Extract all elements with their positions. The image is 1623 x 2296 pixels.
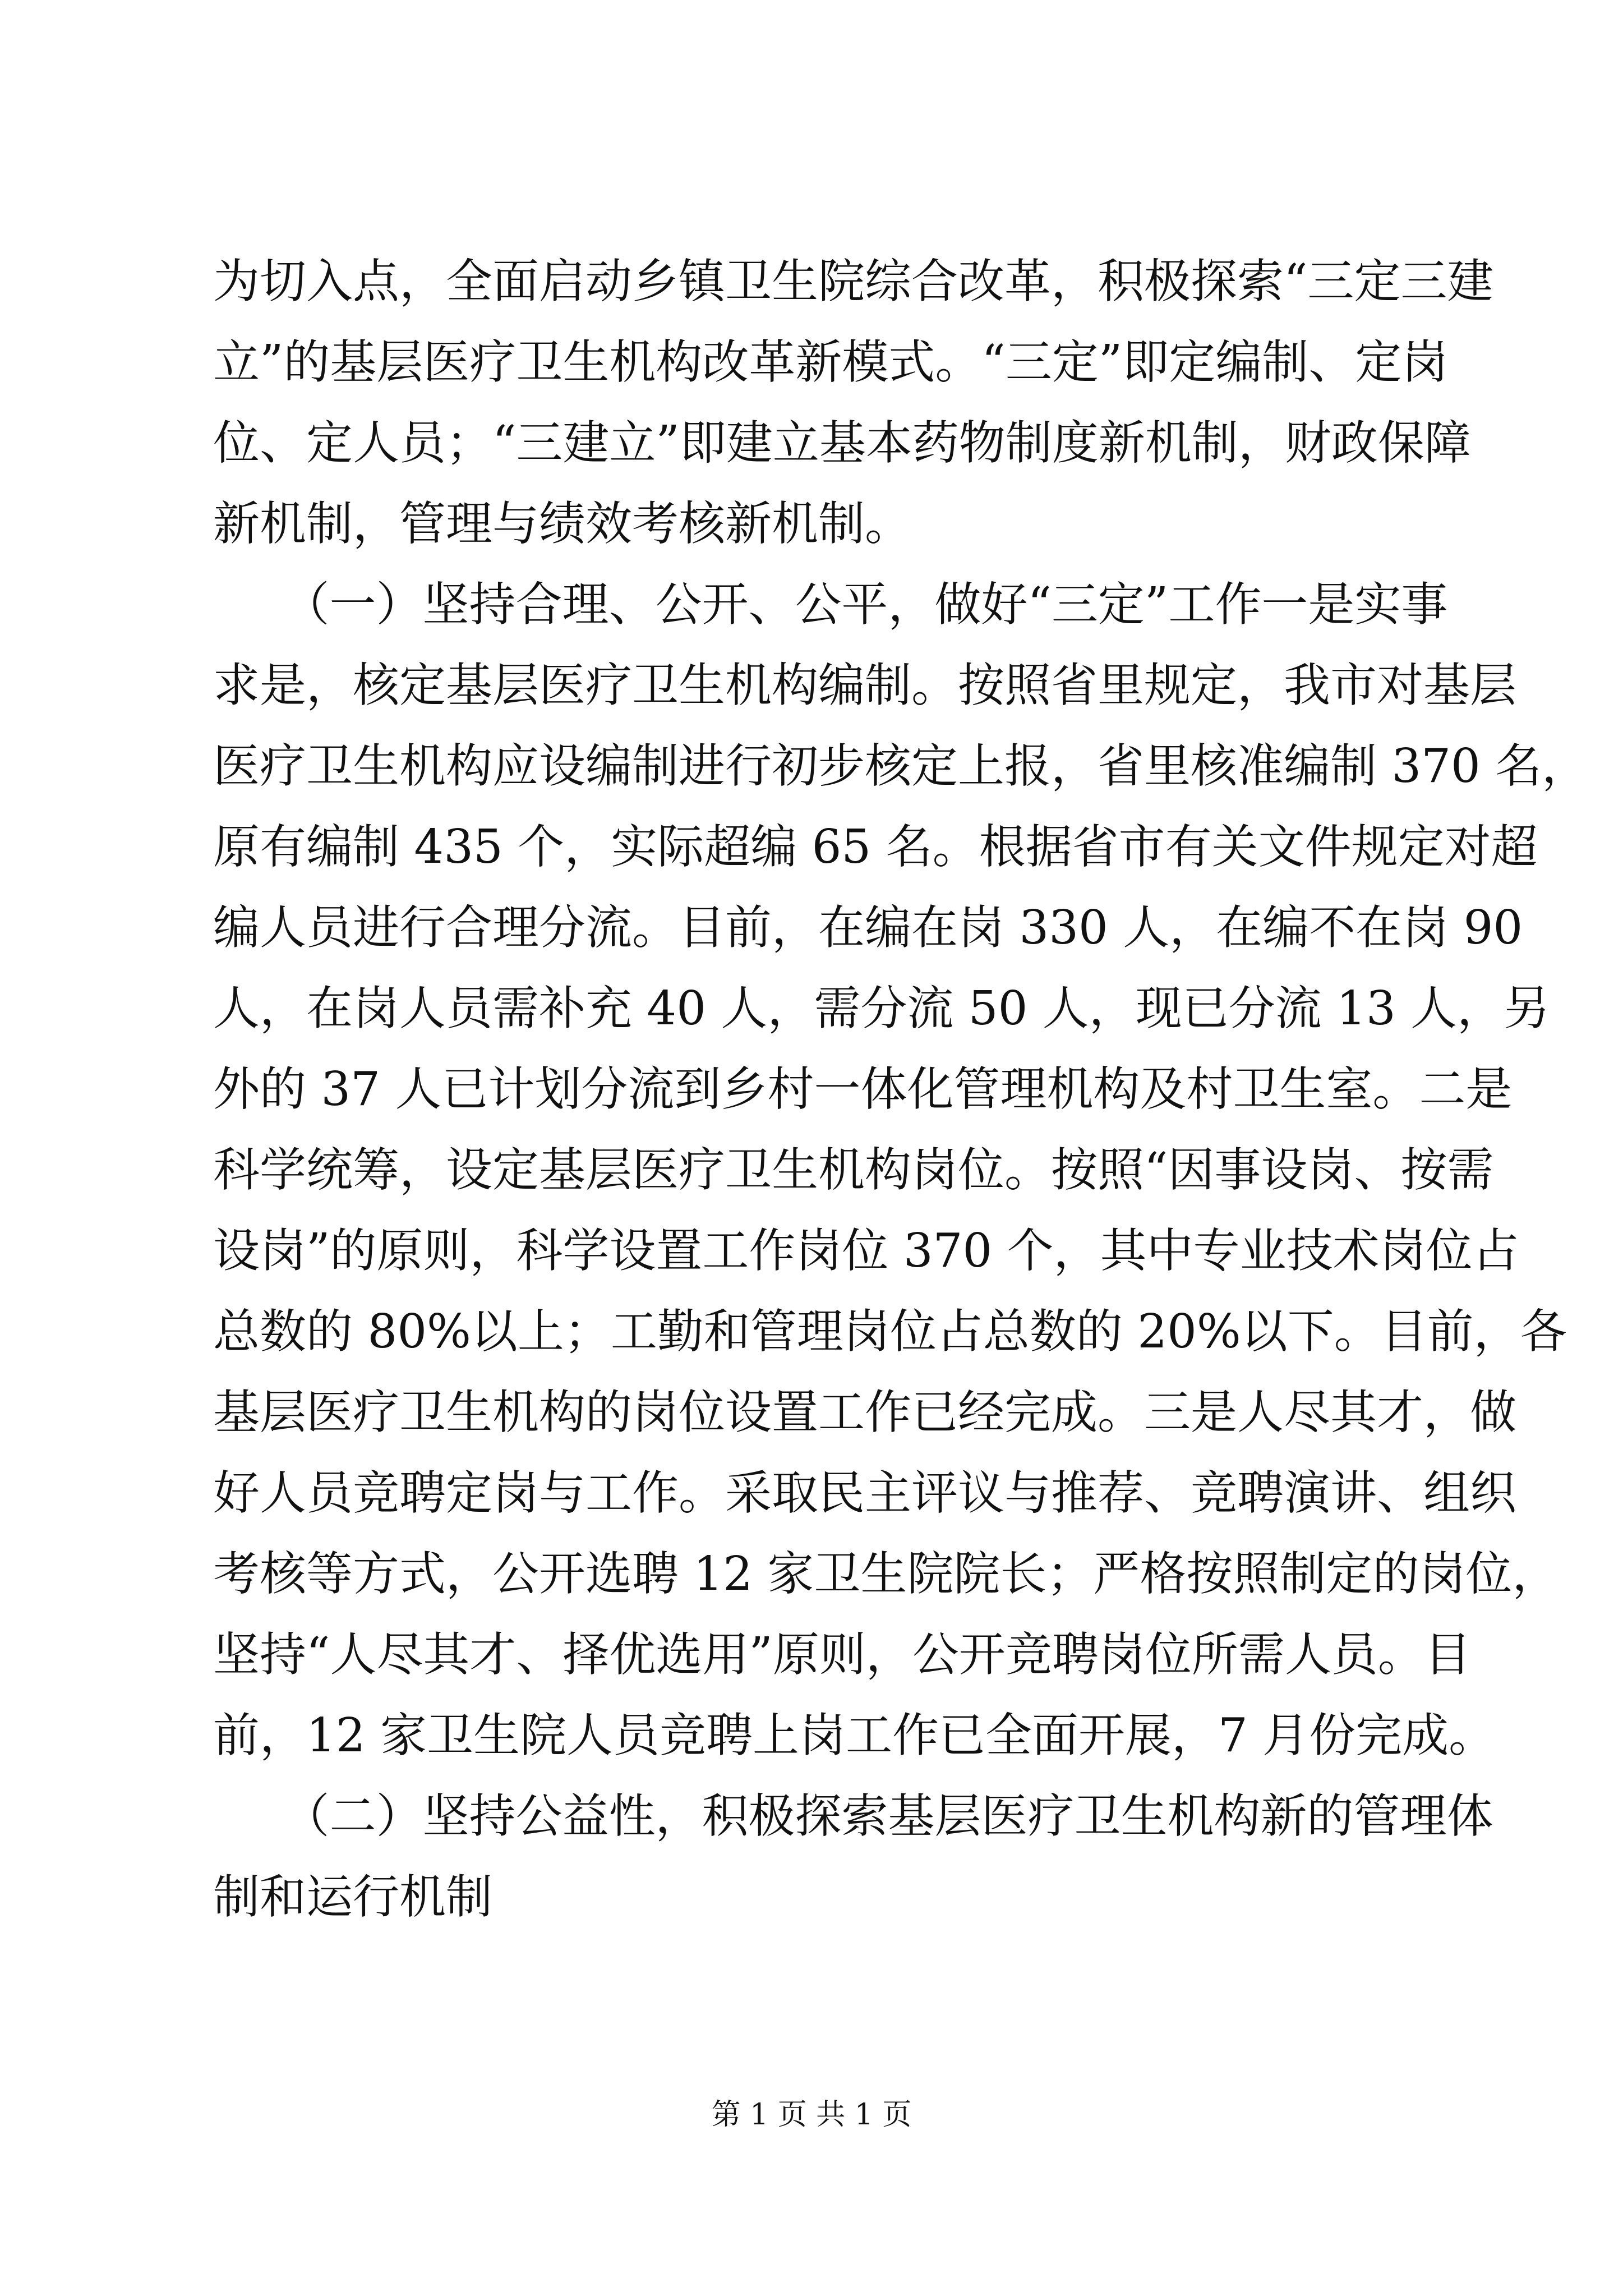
text-line: 考核等方式，公开选聘 12 家卫生院院长；严格按照制定的岗位，: [213, 1547, 1559, 1601]
document-body: [213, 241, 1589, 1938]
text-line: 前，12 家卫生院人员竞聘上岗工作已全面开展，7 月份完成。: [213, 1708, 1496, 1763]
text-line: 总数的 80%以上；工勤和管理岗位占总数的 20%以下。目前，各: [213, 1304, 1567, 1359]
text-line: 科学统筹，设定基层医疗卫生机构岗位。按照“因事设岗、按需: [213, 1143, 1494, 1197]
text-line: 基层医疗卫生机构的岗位设置工作已经完成。三是人尽其才，做: [213, 1385, 1516, 1439]
text-line: 位、定人员；“三建立”即建立基本药物制度新机制，财政保障: [213, 416, 1471, 470]
text-line: 编人员进行合理分流。目前，在编在岗 330 人，在编不在岗 90: [213, 900, 1523, 955]
text-line: 人，在岗人员需补充 40 人，需分流 50 人，现已分流 13 人，另: [213, 981, 1551, 1036]
text-line: 外的 37 人已计划分流到乡村一体化管理机构及村卫生室。二是: [213, 1062, 1513, 1116]
text-line: 制和运行机制: [213, 1870, 492, 1924]
text-line: 新机制，管理与绩效考核新机制。: [213, 496, 911, 551]
text-line: 设岗”的原则，科学设置工作岗位 370 个，其中专业技术岗位占: [213, 1223, 1519, 1278]
text-line: 立”的基层医疗卫生机构改革新模式。“三定”即定编制、定岗: [213, 335, 1449, 389]
text-line: 坚持“人尽其才、择优选用”原则，公开竞聘岗位所需人员。目: [213, 1627, 1471, 1682]
text-line: （二）坚持公益性，积极探索基层医疗卫生机构新的管理体: [213, 1789, 1493, 1843]
text-line: 原有编制 435 个，实际超编 65 名。根据省市有关文件规定对超: [213, 820, 1538, 874]
text-line: （一）坚持合理、公开、公平，做好“三定”工作一是实事: [213, 577, 1448, 632]
page-number-footer: 第 1 页 共 1 页: [711, 2098, 912, 2132]
text-line: 医疗卫生机构应设编制进行初步核定上报，省里核准编制 370 名，: [213, 739, 1589, 793]
text-line: 好人员竞聘定岗与工作。采取民主评议与推荐、竞聘演讲、组织: [213, 1466, 1516, 1520]
text-line: 求是，核定基层医疗卫生机构编制。按照省里规定，我市对基层: [213, 658, 1516, 712]
text-line: 为切入点，全面启动乡镇卫生院综合改革，积极探索“三定三建: [213, 254, 1494, 309]
